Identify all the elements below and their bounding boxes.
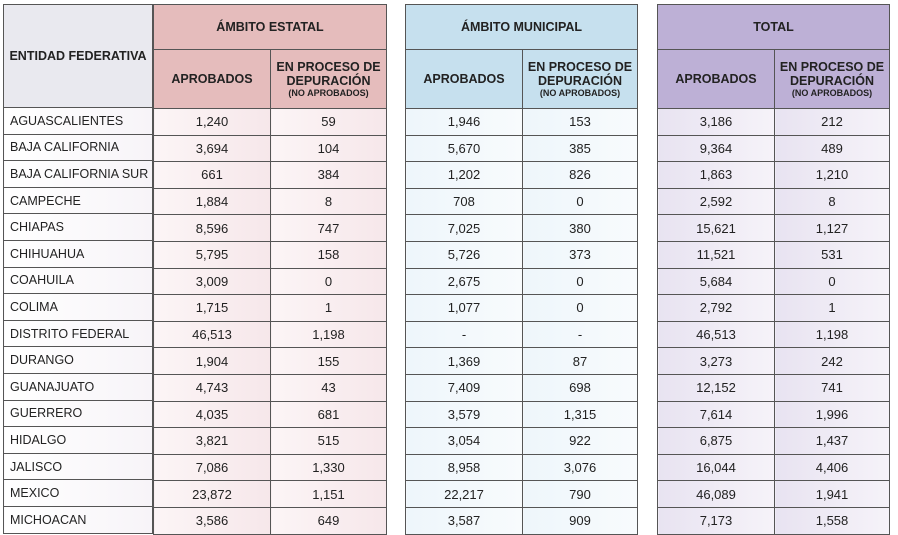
estatal-aprobados-cell: 46,513 bbox=[154, 321, 271, 348]
table-row bbox=[4, 453, 153, 480]
municipal-depuracion-cell: 373 bbox=[523, 241, 638, 268]
table-row bbox=[4, 294, 153, 321]
table-row bbox=[658, 188, 890, 215]
table-row bbox=[154, 135, 387, 162]
table-row bbox=[154, 321, 387, 348]
entity-name-cell: BAJA CALIFORNIA bbox=[4, 134, 153, 161]
table-row bbox=[406, 401, 638, 428]
table-row bbox=[154, 215, 387, 242]
total-aprobados-cell: 2,792 bbox=[658, 295, 775, 322]
table-row bbox=[154, 401, 387, 428]
table-row bbox=[406, 215, 638, 242]
municipal-depuracion-cell: 0 bbox=[523, 295, 638, 322]
municipal-depuracion-cell: 1,315 bbox=[523, 401, 638, 428]
municipal-aprobados-cell: 22,217 bbox=[406, 481, 523, 508]
total-aprobados-cell: 7,614 bbox=[658, 401, 775, 428]
entity-name-cell: DISTRITO FEDERAL bbox=[4, 320, 153, 347]
estatal-depuracion-cell: 384 bbox=[271, 162, 387, 189]
table-row bbox=[658, 268, 890, 295]
table-row bbox=[154, 162, 387, 189]
table-row bbox=[658, 109, 890, 136]
municipal-header: ÁMBITO MUNICIPAL bbox=[406, 5, 638, 50]
total-depuracion-cell: 1,127 bbox=[775, 215, 890, 242]
estatal-depuracion-label: EN PROCESO DE DEPURACIÓN bbox=[276, 60, 381, 88]
municipal-aprobados-cell: - bbox=[406, 321, 523, 348]
table-row bbox=[406, 428, 638, 455]
table-row bbox=[154, 109, 387, 136]
table-row bbox=[658, 507, 890, 534]
municipal-depuracion-cell: 0 bbox=[523, 188, 638, 215]
table-row bbox=[658, 481, 890, 508]
total-depuracion-cell: 1,210 bbox=[775, 162, 890, 189]
table-row bbox=[658, 295, 890, 322]
estatal-depuracion-cell: 681 bbox=[271, 401, 387, 428]
total-no-aprobados-label: (NO APROBADOS) bbox=[791, 88, 873, 98]
total-depuracion-cell: 1 bbox=[775, 295, 890, 322]
table-row bbox=[406, 295, 638, 322]
total-depuracion-cell: 489 bbox=[775, 135, 890, 162]
estatal-aprobados-cell: 4,035 bbox=[154, 401, 271, 428]
estatal-aprobados-cell: 8,596 bbox=[154, 215, 271, 242]
entity-name-cell: DURANGO bbox=[4, 347, 153, 374]
total-depuracion-cell: 8 bbox=[775, 188, 890, 215]
table-row bbox=[4, 506, 153, 533]
total-depuracion-cell: 1,437 bbox=[775, 428, 890, 455]
total-depuracion-header bbox=[775, 50, 890, 109]
estatal-depuracion-cell: 1,198 bbox=[271, 321, 387, 348]
table-row bbox=[406, 374, 638, 401]
estatal-aprobados-header: APROBADOS bbox=[154, 50, 271, 109]
table-row bbox=[4, 214, 153, 241]
entity-name-cell: GUERRERO bbox=[4, 400, 153, 427]
total-depuracion-cell: 1,941 bbox=[775, 481, 890, 508]
estatal-depuracion-cell: 1,330 bbox=[271, 454, 387, 481]
table-row bbox=[4, 400, 153, 427]
total-aprobados-cell: 9,364 bbox=[658, 135, 775, 162]
table-row bbox=[154, 507, 387, 534]
entity-name-cell: COLIMA bbox=[4, 294, 153, 321]
entity-name-cell: BAJA CALIFORNIA SUR bbox=[4, 161, 153, 188]
estatal-depuracion-cell: 155 bbox=[271, 348, 387, 375]
estatal-depuracion-cell: 8 bbox=[271, 188, 387, 215]
estatal-aprobados-cell: 5,795 bbox=[154, 241, 271, 268]
total-depuracion-cell: 741 bbox=[775, 374, 890, 401]
total-aprobados-cell: 12,152 bbox=[658, 374, 775, 401]
municipal-depuracion-cell: 922 bbox=[523, 428, 638, 455]
estatal-aprobados-cell: 3,694 bbox=[154, 135, 271, 162]
table-row bbox=[4, 240, 153, 267]
table-row bbox=[406, 348, 638, 375]
table-row bbox=[154, 268, 387, 295]
entity-name-cell: JALISCO bbox=[4, 453, 153, 480]
table-row bbox=[658, 454, 890, 481]
municipal-aprobados-cell: 3,587 bbox=[406, 507, 523, 534]
estatal-depuracion-cell: 515 bbox=[271, 428, 387, 455]
total-depuracion-label: EN PROCESO DE DEPURACIÓN bbox=[779, 60, 885, 88]
estatal-depuracion-cell: 1 bbox=[271, 295, 387, 322]
total-aprobados-cell: 2,592 bbox=[658, 188, 775, 215]
municipal-depuracion-header bbox=[523, 50, 638, 109]
total-aprobados-header: APROBADOS bbox=[658, 50, 775, 109]
municipal-depuracion-cell: 909 bbox=[523, 507, 638, 534]
municipal-depuracion-cell: 87 bbox=[523, 348, 638, 375]
table-row bbox=[406, 109, 638, 136]
table-row bbox=[4, 347, 153, 374]
municipal-depuracion-cell: 3,076 bbox=[523, 454, 638, 481]
estatal-aprobados-cell: 4,743 bbox=[154, 374, 271, 401]
estatal-depuracion-cell: 158 bbox=[271, 241, 387, 268]
entity-name-cell: AGUASCALIENTES bbox=[4, 108, 153, 135]
estatal-aprobados-cell: 3,586 bbox=[154, 507, 271, 534]
estatal-header: ÁMBITO ESTATAL bbox=[154, 5, 387, 50]
municipal-depuracion-cell: 826 bbox=[523, 162, 638, 189]
estatal-depuracion-header bbox=[271, 50, 387, 109]
table-row bbox=[4, 187, 153, 214]
table-row bbox=[154, 295, 387, 322]
table-row bbox=[406, 135, 638, 162]
table-row bbox=[406, 507, 638, 534]
table-row bbox=[406, 188, 638, 215]
entity-name-cell: MICHOACAN bbox=[4, 506, 153, 533]
municipal-depuracion-cell: 698 bbox=[523, 374, 638, 401]
total-header: TOTAL bbox=[658, 5, 890, 50]
estatal-aprobados-cell: 1,240 bbox=[154, 109, 271, 136]
municipal-depuracion-cell: 380 bbox=[523, 215, 638, 242]
total-depuracion-cell: 1,996 bbox=[775, 401, 890, 428]
total-depuracion-cell: 212 bbox=[775, 109, 890, 136]
total-aprobados-cell: 15,621 bbox=[658, 215, 775, 242]
municipal-depuracion-cell: 385 bbox=[523, 135, 638, 162]
table-row bbox=[4, 267, 153, 294]
municipal-aprobados-cell: 1,202 bbox=[406, 162, 523, 189]
municipal-depuracion-cell: 790 bbox=[523, 481, 638, 508]
table-row bbox=[154, 348, 387, 375]
estatal-depuracion-cell: 649 bbox=[271, 507, 387, 534]
table-row bbox=[406, 162, 638, 189]
municipal-aprobados-header: APROBADOS bbox=[406, 50, 523, 109]
municipal-aprobados-cell: 1,946 bbox=[406, 109, 523, 136]
table-row bbox=[4, 108, 153, 135]
estatal-aprobados-cell: 3,009 bbox=[154, 268, 271, 295]
entity-name-cell: CHIHUAHUA bbox=[4, 240, 153, 267]
table-row bbox=[4, 427, 153, 454]
municipal-aprobados-cell: 3,054 bbox=[406, 428, 523, 455]
total-aprobados-cell: 46,089 bbox=[658, 481, 775, 508]
estatal-aprobados-cell: 3,821 bbox=[154, 428, 271, 455]
entity-name-cell: COAHUILA bbox=[4, 267, 153, 294]
total-depuracion-cell: 4,406 bbox=[775, 454, 890, 481]
total-aprobados-cell: 7,173 bbox=[658, 507, 775, 534]
table-row bbox=[658, 321, 890, 348]
municipal-depuracion-cell: 153 bbox=[523, 109, 638, 136]
table-row bbox=[658, 162, 890, 189]
entity-table bbox=[3, 4, 153, 534]
table-row bbox=[658, 401, 890, 428]
table-row bbox=[406, 481, 638, 508]
estatal-aprobados-cell: 1,715 bbox=[154, 295, 271, 322]
total-table bbox=[657, 4, 890, 535]
total-aprobados-cell: 6,875 bbox=[658, 428, 775, 455]
table-row bbox=[406, 268, 638, 295]
table-row bbox=[658, 215, 890, 242]
entity-header: ENTIDAD FEDERATIVA bbox=[4, 5, 153, 108]
total-aprobados-cell: 1,863 bbox=[658, 162, 775, 189]
estatal-aprobados-cell: 23,872 bbox=[154, 481, 271, 508]
table-row bbox=[406, 454, 638, 481]
entity-name-cell: GUANAJUATO bbox=[4, 373, 153, 400]
estatal-table bbox=[153, 4, 387, 535]
total-aprobados-cell: 5,684 bbox=[658, 268, 775, 295]
table-row bbox=[658, 241, 890, 268]
municipal-no-aprobados-label: (NO APROBADOS) bbox=[539, 88, 621, 98]
municipal-aprobados-cell: 3,579 bbox=[406, 401, 523, 428]
estatal-aprobados-cell: 661 bbox=[154, 162, 271, 189]
table-row bbox=[4, 320, 153, 347]
entity-name-cell: CHIAPAS bbox=[4, 214, 153, 241]
table-row bbox=[4, 134, 153, 161]
municipal-aprobados-cell: 8,958 bbox=[406, 454, 523, 481]
total-depuracion-cell: 0 bbox=[775, 268, 890, 295]
municipal-aprobados-cell: 2,675 bbox=[406, 268, 523, 295]
table-row bbox=[154, 374, 387, 401]
table-row bbox=[406, 241, 638, 268]
total-depuracion-cell: 1,558 bbox=[775, 507, 890, 534]
table-row bbox=[406, 321, 638, 348]
entity-name-cell: HIDALGO bbox=[4, 427, 153, 454]
total-aprobados-cell: 11,521 bbox=[658, 241, 775, 268]
table-row bbox=[4, 161, 153, 188]
estatal-depuracion-cell: 1,151 bbox=[271, 481, 387, 508]
total-aprobados-cell: 3,186 bbox=[658, 109, 775, 136]
entity-name-cell: CAMPECHE bbox=[4, 187, 153, 214]
estatal-aprobados-cell: 1,904 bbox=[154, 348, 271, 375]
municipal-aprobados-cell: 1,077 bbox=[406, 295, 523, 322]
total-depuracion-cell: 1,198 bbox=[775, 321, 890, 348]
table-row bbox=[154, 188, 387, 215]
estatal-depuracion-cell: 747 bbox=[271, 215, 387, 242]
total-depuracion-cell: 531 bbox=[775, 241, 890, 268]
municipal-aprobados-cell: 5,726 bbox=[406, 241, 523, 268]
table-row bbox=[658, 135, 890, 162]
total-aprobados-cell: 46,513 bbox=[658, 321, 775, 348]
municipal-depuracion-label: EN PROCESO DE DEPURACIÓN bbox=[527, 60, 633, 88]
estatal-aprobados-cell: 7,086 bbox=[154, 454, 271, 481]
municipal-aprobados-cell: 7,025 bbox=[406, 215, 523, 242]
table-row bbox=[154, 428, 387, 455]
municipal-aprobados-cell: 1,369 bbox=[406, 348, 523, 375]
municipal-aprobados-cell: 5,670 bbox=[406, 135, 523, 162]
estatal-depuracion-cell: 0 bbox=[271, 268, 387, 295]
total-depuracion-cell: 242 bbox=[775, 348, 890, 375]
table-row bbox=[4, 373, 153, 400]
municipal-aprobados-cell: 708 bbox=[406, 188, 523, 215]
estatal-depuracion-cell: 104 bbox=[271, 135, 387, 162]
estatal-depuracion-cell: 43 bbox=[271, 374, 387, 401]
estatal-no-aprobados-label: (NO APROBADOS) bbox=[288, 88, 369, 98]
total-aprobados-cell: 16,044 bbox=[658, 454, 775, 481]
table-row bbox=[658, 428, 890, 455]
table-row bbox=[154, 241, 387, 268]
estatal-aprobados-cell: 1,884 bbox=[154, 188, 271, 215]
table-row bbox=[4, 480, 153, 507]
table-row bbox=[154, 454, 387, 481]
municipal-aprobados-cell: 7,409 bbox=[406, 374, 523, 401]
table-row bbox=[154, 481, 387, 508]
entity-name-cell: MEXICO bbox=[4, 480, 153, 507]
table-row bbox=[658, 374, 890, 401]
estatal-depuracion-cell: 59 bbox=[271, 109, 387, 136]
table-row bbox=[658, 348, 890, 375]
municipal-depuracion-cell: - bbox=[523, 321, 638, 348]
total-aprobados-cell: 3,273 bbox=[658, 348, 775, 375]
municipal-table bbox=[405, 4, 638, 535]
municipal-depuracion-cell: 0 bbox=[523, 268, 638, 295]
